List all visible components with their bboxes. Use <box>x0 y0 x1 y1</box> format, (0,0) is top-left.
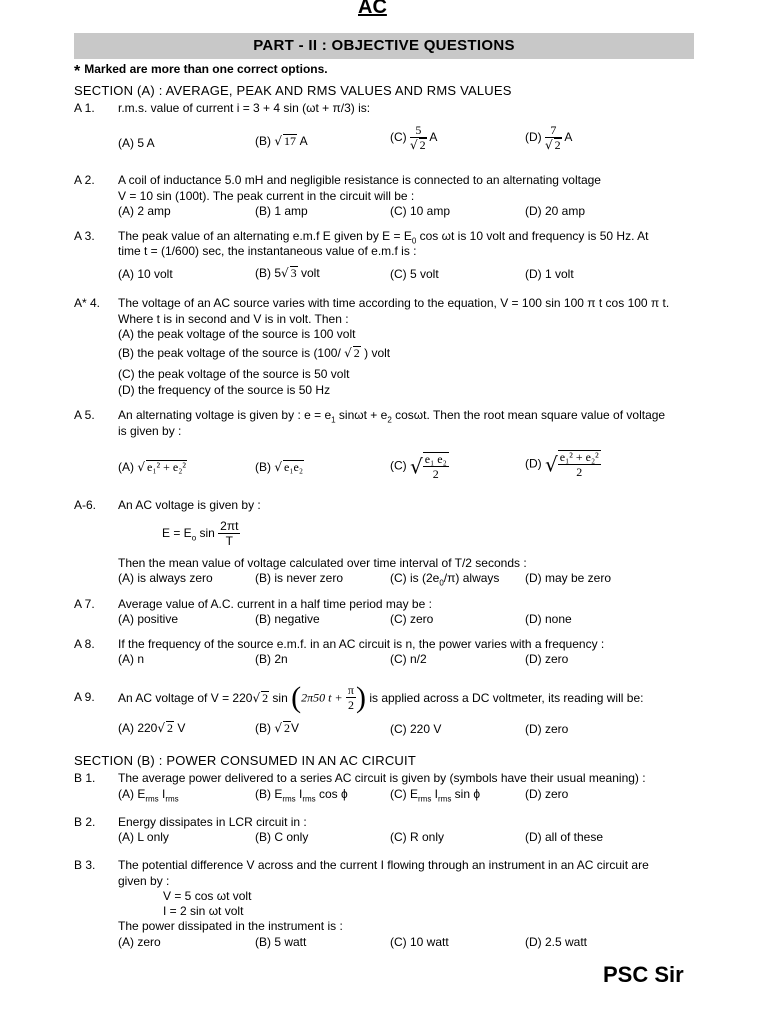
question-number: A 8. <box>74 637 95 651</box>
option-b: (B) C only <box>255 830 309 844</box>
question-number: A 7. <box>74 597 95 611</box>
question-text: An alternating voltage is given by : $e = e_1$ $\sin\omega t + e_2$ cosωt. Then the root mean square value of voltage <box>118 408 666 425</box>
question-text: The potential difference V across and the current I flowing through an instrument in an AC circuit are <box>118 858 649 872</box>
option-c: (C) 10 amp <box>390 204 451 218</box>
option-a: (A) is always zero <box>118 571 213 585</box>
option-d: (D) may be zero <box>525 571 612 585</box>
question-number: B 2. <box>74 815 96 829</box>
option-d: (D) 20 amp <box>525 204 586 218</box>
question-text: Average value of A.C. current in a half time period may be : <box>118 597 432 611</box>
question-text: A coil of inductance 5.0 mH and negligible resistance is connected to an alternating voltage <box>118 173 601 187</box>
option-a: (A) zero <box>118 935 161 949</box>
option-b: (B) 5√ 3 volt <box>255 266 320 280</box>
question-number: A 1. <box>74 101 95 115</box>
question-text: The average power delivered to a series AC circuit is given by (symbols have their usual meaning) : <box>118 771 646 785</box>
question-text: The power dissipated in the instrument is : <box>118 919 343 933</box>
option-c: (C) R only <box>390 830 445 844</box>
question-number: B 1. <box>74 771 96 785</box>
question-text: An AC voltage is given by : <box>118 498 261 512</box>
option-d: (D) √ $\frac{\text{e₁² + e₂²}}{2}$ <box>525 450 599 479</box>
option-d: (D) zero <box>525 652 569 666</box>
option-d: (D) zero <box>525 722 569 736</box>
option-a: (A) 5 A <box>118 136 155 150</box>
option-a: (A) n <box>118 652 145 666</box>
option-b: (B) $E_{rms}$ $I_{rms}$ cos ϕ <box>255 787 348 804</box>
question-text: time t = (1/600) sec, the instantaneous value of e.m.f is : <box>118 244 417 258</box>
option-a: (A) 220√ 2 V <box>118 721 186 735</box>
equation: $E = E_o$ sin $\frac{2\pi t}{T}$ <box>162 519 239 548</box>
part-banner <box>74 33 694 59</box>
page-header-title: AC <box>358 0 387 18</box>
option-c: (C) √ $\frac{\text{e₁ e₂}}{2}$ <box>390 452 447 481</box>
option-d: (D) 1 volt <box>525 267 574 281</box>
option-d: (D) the frequency of the source is 50 Hz <box>118 383 331 397</box>
option-b: (B) √ e₁e₂ <box>255 460 304 474</box>
option-b: (B) √ 2V <box>255 721 300 735</box>
part-banner-text: PART - II : OBJECTIVE QUESTIONS <box>253 37 515 54</box>
option-b: (B) 2n <box>255 652 288 666</box>
option-c: (C) 220 V <box>390 722 442 736</box>
option-b: (B) √ 17 A <box>255 134 308 148</box>
option-d: (D) all of these <box>525 830 604 844</box>
question-number: A 9. <box>74 690 95 704</box>
question-number: A 5. <box>74 408 95 422</box>
option-a: (A) the peak voltage of the source is 100 volt <box>118 327 356 341</box>
option-a: (A) $E_{rms}$ $I_{rms}$ <box>118 787 179 804</box>
option-c: (C) $E_{rms}$ $I_{rms}$ sin ϕ <box>390 787 481 804</box>
question-number: A-6. <box>74 498 97 512</box>
option-a: (A) √ e₁² + e₂² <box>118 460 186 474</box>
option-c: (C) is $(2e_0/\pi)$ always <box>390 571 500 588</box>
option-c: (C) n/2 <box>390 652 427 666</box>
question-text: An AC voltage of V = 220√ 2 sin (2π50 t + $\frac{\pi}{2}$ ) is applied across a DC voltmeter, its reading will be: <box>118 681 644 714</box>
question-text: is given by : <box>118 424 182 438</box>
question-text: V = 10 sin (100t). The peak current in the circuit will be : <box>118 189 415 203</box>
option-c: (C) $\frac{5}{√ 2}$ A <box>390 123 438 152</box>
option-a: (A) 2 amp <box>118 204 171 218</box>
question-text: Then the mean value of voltage calculated over time interval of T/2 seconds : <box>118 556 527 570</box>
section-b-heading: SECTION (B) : POWER CONSUMED IN AN AC CIRCUIT <box>74 753 416 768</box>
option-c: (C) zero <box>390 612 434 626</box>
option-a: (A) 10 volt <box>118 267 173 281</box>
option-b: (B) 1 amp <box>255 204 308 218</box>
option-c: (C) 10 watt <box>390 935 449 949</box>
question-text: The peak value of an alternating e.m.f E given by $E = E_0$ cos ωt is 10 volt and frequency is 50 Hz. At <box>118 229 649 246</box>
footer-author: PSC Sir <box>603 962 684 987</box>
option-c: (C) 5 volt <box>390 267 439 281</box>
question-number: A* 4. <box>74 296 101 310</box>
question-text: The voltage of an AC source varies with time according to the equation, V = 100 sin 100 π t cos 100 π t. <box>118 296 670 310</box>
question-text: given by : <box>118 874 170 888</box>
option-b: (B) 5 watt <box>255 935 307 949</box>
option-d: (D) $\frac{7}{√ 2}$ A <box>525 123 573 152</box>
option-c: (C) the peak voltage of the source is 50 volt <box>118 367 350 381</box>
question-text: r.m.s. value of current i = 3 + 4 sin (ωt + π/3) is: <box>118 101 371 115</box>
question-text: Energy dissipates in LCR circuit in : <box>118 815 307 829</box>
question-text: Where t is in second and V is in volt. Then : <box>118 312 349 326</box>
option-d: (D) 2.5 watt <box>525 935 588 949</box>
option-a: (A) L only <box>118 830 169 844</box>
note-text: Marked are more than one correct options. <box>84 62 328 76</box>
option-b: (B) the peak voltage of the source is (100/ √ 2 ) volt <box>118 346 391 360</box>
star-icon: * <box>74 63 81 80</box>
question-number: A 2. <box>74 173 95 187</box>
question-number: A 3. <box>74 229 95 243</box>
option-d: (D) none <box>525 612 572 626</box>
note <box>74 62 328 81</box>
option-d: (D) zero <box>525 787 569 801</box>
option-b: (B) negative <box>255 612 320 626</box>
option-a: (A) positive <box>118 612 179 626</box>
question-text: If the frequency of the source e.m.f. in an AC circuit is n, the power varies with a frequency : <box>118 637 605 651</box>
equation: I = 2 sin ωt volt <box>163 904 244 918</box>
section-a-heading: SECTION (A) : AVERAGE, PEAK AND RMS VALUES AND RMS VALUES <box>74 83 512 98</box>
equation: V = 5 cos ωt volt <box>163 889 252 903</box>
question-number: B 3. <box>74 858 96 872</box>
option-b: (B) is never zero <box>255 571 344 585</box>
